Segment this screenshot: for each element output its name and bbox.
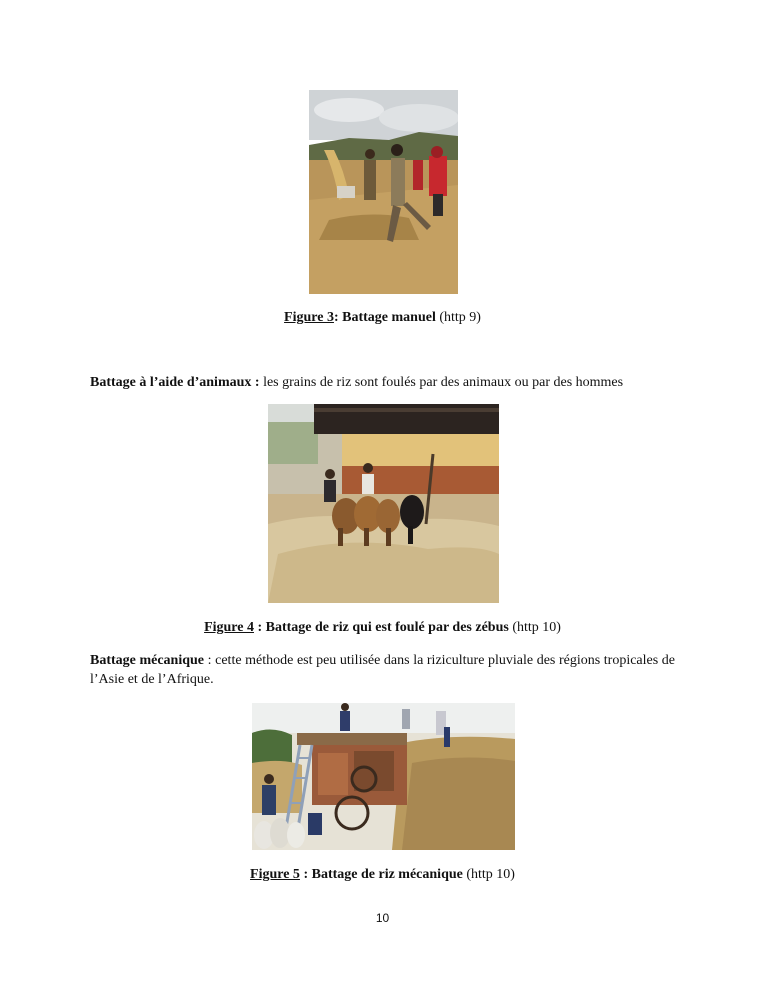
paragraph-mechanical-threshing <box>90 651 675 689</box>
figure-source: (http 9) <box>439 310 481 325</box>
caption-separator: : <box>333 310 339 325</box>
paragraph-text: : cette méthode est peu utilisée dans la riziculture pluviale des régions tropicales de l’Asie et de l’Afrique. <box>90 653 676 687</box>
figure-3-caption <box>0 309 765 327</box>
paragraph-lead: Battage à l’aide d’animaux : <box>90 375 260 390</box>
photo-zebu-threshing <box>268 404 499 603</box>
figure-5-caption <box>0 866 765 884</box>
paragraph-animal-threshing <box>90 373 675 392</box>
figure-label: Figure 4 <box>204 620 254 635</box>
figure-title: Battage de riz qui est foulé par des zébus <box>265 620 509 635</box>
figure-title: Battage de riz mécanique <box>311 867 463 882</box>
figure-4-caption <box>0 619 765 637</box>
paragraph-lead: Battage mécanique <box>90 653 205 668</box>
figure-label: Figure 3 <box>284 310 334 325</box>
caption-separator: : <box>253 620 263 635</box>
photo-manual-threshing <box>309 90 458 294</box>
figure-label: Figure 5 <box>250 867 300 882</box>
paragraph-text: les grains de riz sont foulés par des animaux ou par des hommes <box>263 375 624 390</box>
figure-source: (http 10) <box>512 620 561 635</box>
figure-title: Battage manuel <box>342 310 436 325</box>
photo-mechanical-threshing <box>252 703 515 850</box>
page-number: 10 <box>375 911 390 925</box>
figure-source: (http 10) <box>466 867 515 882</box>
caption-separator: : <box>299 867 309 882</box>
